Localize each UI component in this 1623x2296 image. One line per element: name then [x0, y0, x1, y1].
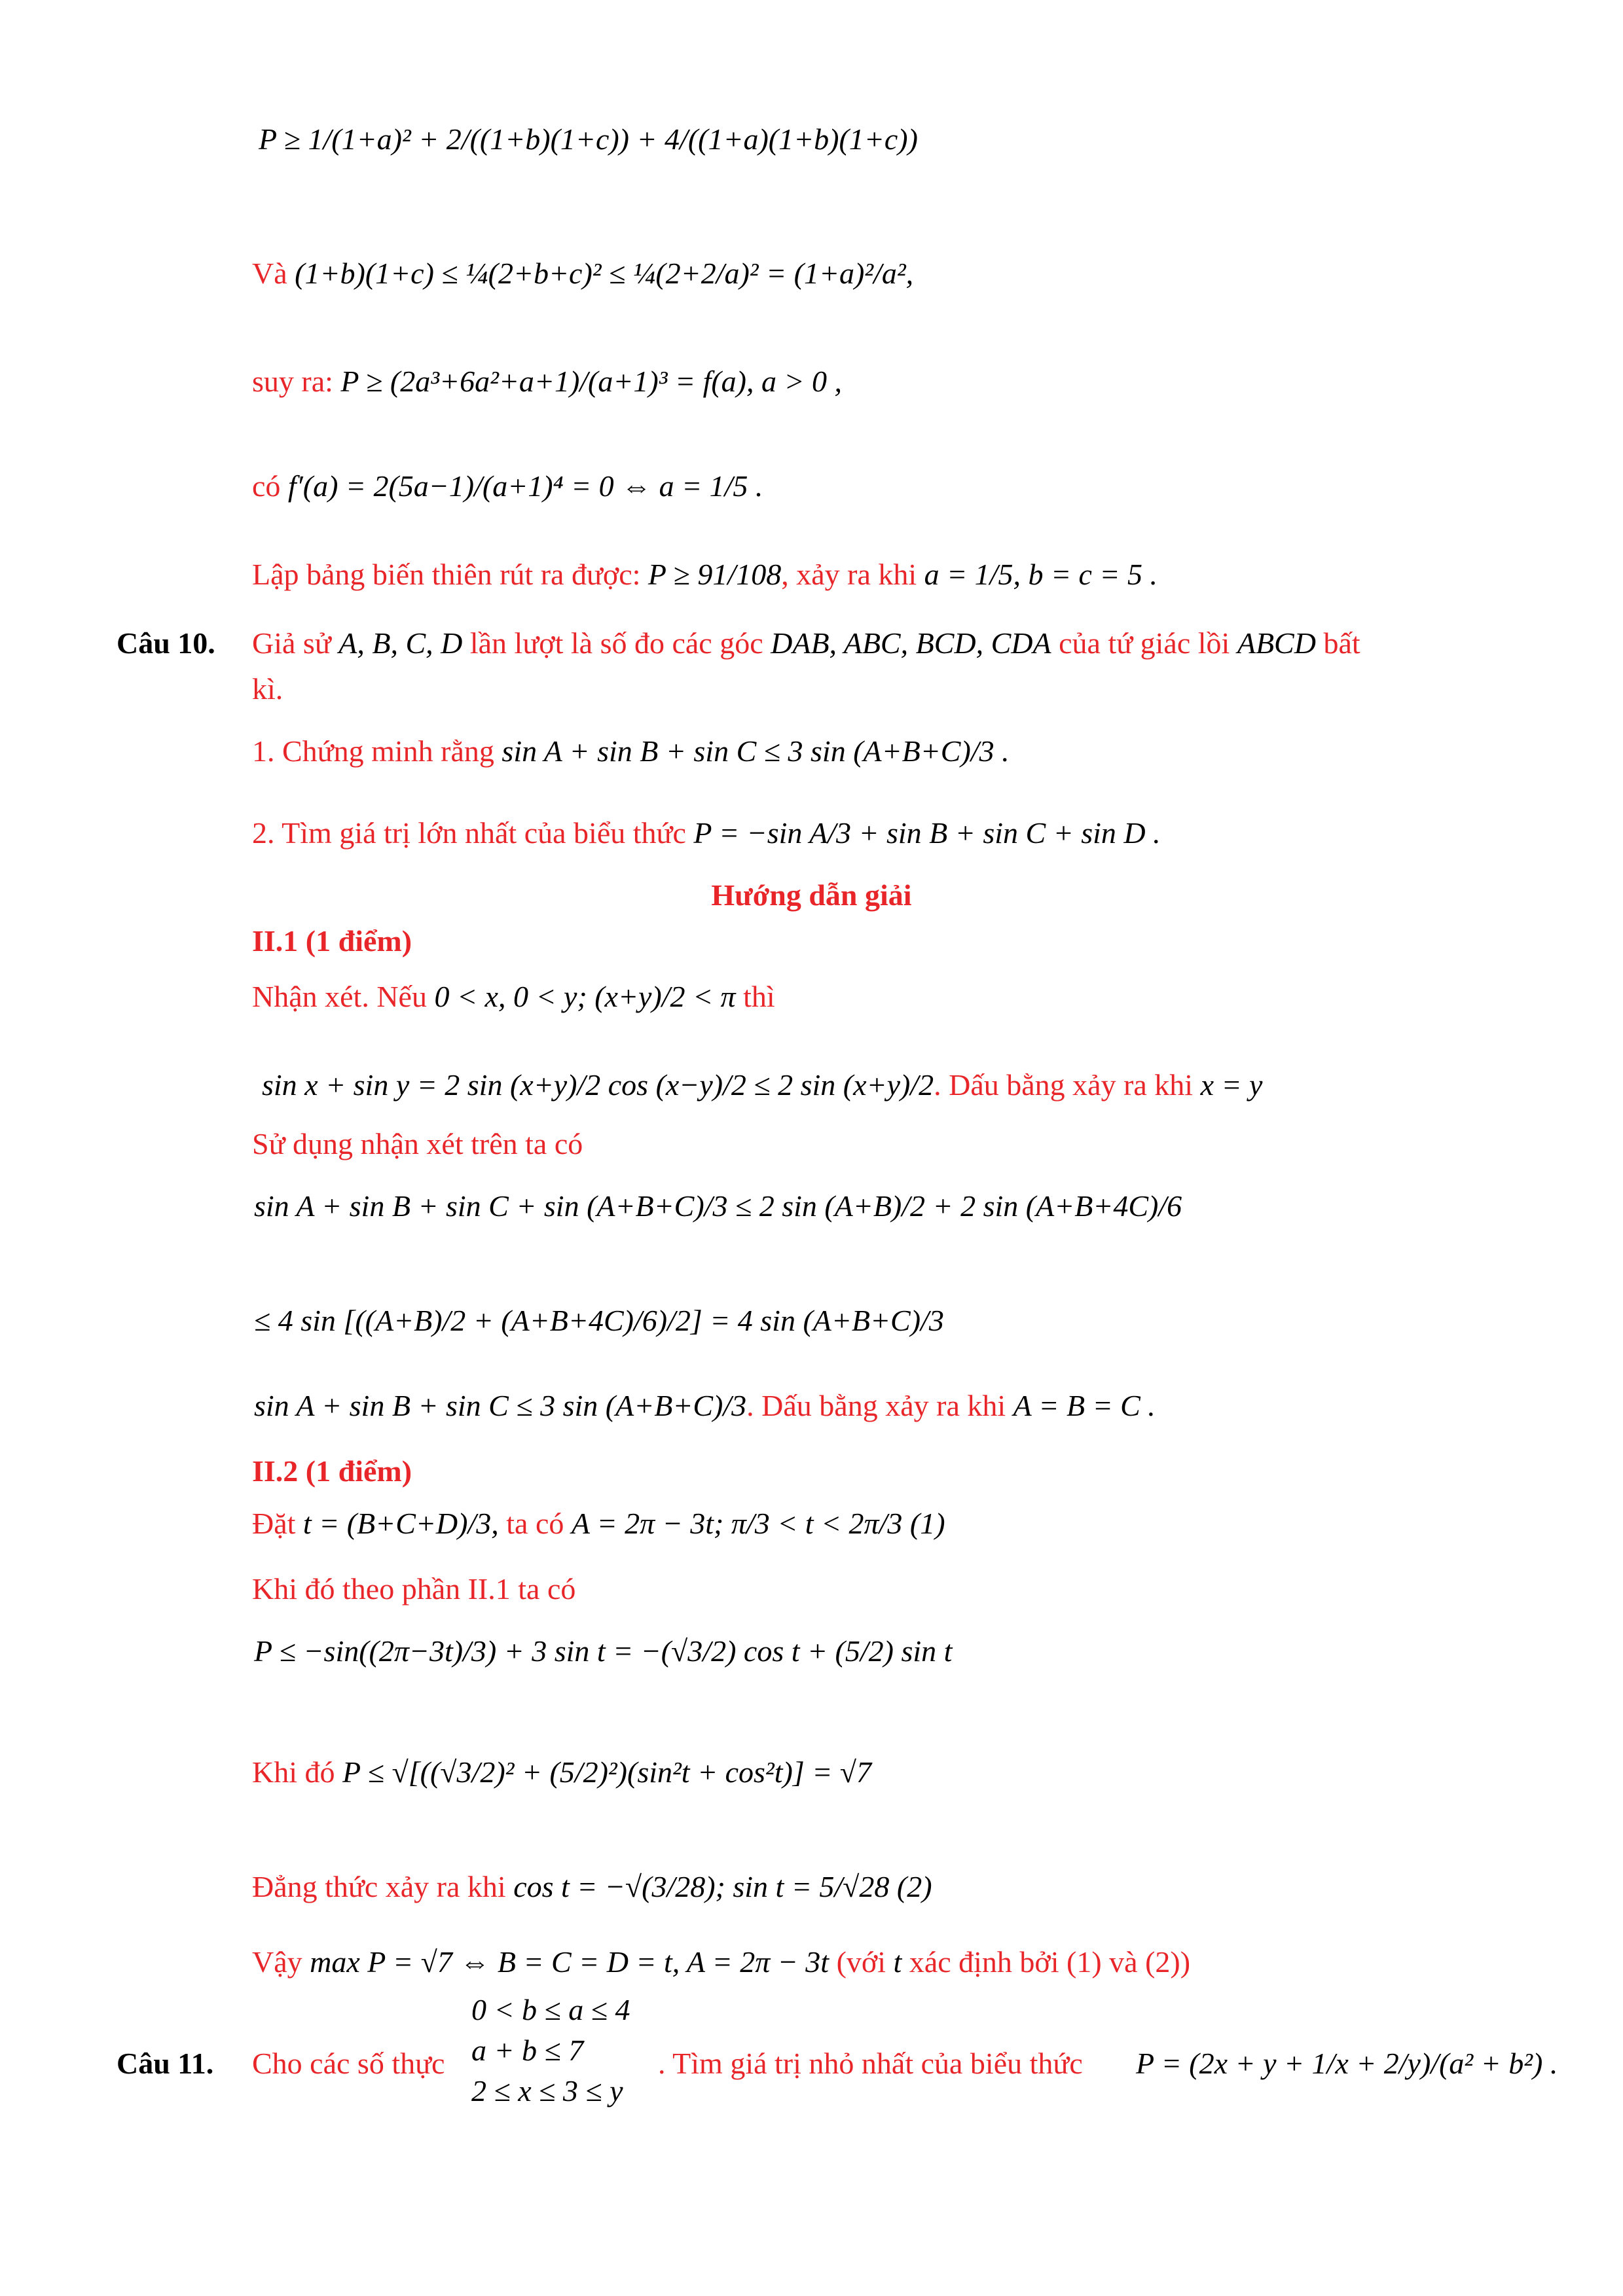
solution-vay-note1: (với	[836, 1945, 886, 1979]
cau11-cond2: a + b ≤ 7	[471, 2034, 584, 2067]
intro-suyra-expr: P ≥ (2a³+6a²+a+1)/(a+1)³ = f(a), a > 0 ,	[340, 365, 843, 398]
solution-dau1-text: . Dấu bằng xảy ra khi	[934, 1068, 1194, 1102]
solution-vay-note2: xác định bởi (1) và (2))	[909, 1945, 1191, 1979]
intro-lap-mid: , xảy ra khi	[781, 558, 917, 591]
intro-va-label: Và	[252, 257, 287, 290]
solution-vay-t: t	[893, 1945, 902, 1979]
solution-vay-expr: max P = √7 ⇔ B = C = D = t, A = 2π − 3t	[310, 1945, 830, 1979]
solution-dat-expr: t = (B+C+D)/3,	[302, 1507, 499, 1540]
intro-suyra-line	[252, 363, 842, 400]
cau10-vars: A, B, C, D	[338, 626, 463, 660]
intro-co-label: có	[252, 469, 281, 503]
intro-lap-expr2: a = 1/5, b = c = 5 .	[924, 558, 1158, 591]
solution-dau2-text: . Dấu bằng xảy ra khi	[746, 1389, 1006, 1422]
cau11-conditions	[471, 1990, 630, 2111]
cau10-angles: DAB, ABC, BCD, CDA	[771, 626, 1051, 660]
cau10-q1-line	[252, 733, 1010, 770]
intro-suyra-label: suy ra:	[252, 365, 333, 398]
solution-sin-line	[262, 1067, 1262, 1103]
solution-dangthuc-line	[252, 1869, 932, 1905]
solution-khido2-line	[252, 1754, 871, 1791]
solution-line-a	[254, 1188, 1182, 1225]
cau11-text2: . Tìm giá trị nhỏ nhất của biểu thức	[658, 2047, 1083, 2080]
cau11-expr-line	[1136, 2045, 1558, 2082]
solution-taco: ta có	[506, 1507, 564, 1540]
solution-heading: Hướng dẫn giải	[711, 878, 912, 912]
solution-nhanxet-expr: 0 < x, 0 < y; (x+y)/2 < π	[434, 980, 736, 1013]
cau11-cond3: 2 ≤ x ≤ 3 ≤ y	[471, 2074, 623, 2108]
cau10-q2: 2. Tìm giá trị lớn nhất của biểu thức	[252, 816, 686, 850]
solution-khido2-expr: P ≤ √[((√3/2)² + (5/2)²)(sin²t + cos²t)] = √7	[342, 1755, 872, 1789]
solution-part1-heading: II.1 (1 điểm)	[252, 924, 412, 958]
solution-khido1: Khi đó theo phần II.1 ta có	[252, 1572, 576, 1605]
cau10-q1-expr: sin A + sin B + sin C ≤ 3 sin (A+B+C)/3 .	[501, 734, 1010, 768]
cau10-label: Câu 10.	[117, 626, 215, 660]
solution-line-a-expr: sin A + sin B + sin C + sin (A+B+C)/3 ≤ 2 sin (A+B)/2 + 2 sin (A+B+4C)/6	[254, 1189, 1182, 1223]
cau11-label: Câu 11.	[117, 2047, 214, 2080]
solution-dat-expr2: A = 2π − 3t; π/3 < t < 2π/3 (1)	[571, 1507, 945, 1540]
intro-lap-line	[252, 556, 1158, 593]
cau10-statement	[252, 625, 1360, 662]
cau10-q2-line	[252, 815, 1161, 852]
solution-nhanxet-text: Nhận xét. Nếu	[252, 980, 427, 1013]
solution-line-b	[254, 1302, 944, 1339]
solution-dangthuc-expr: cos t = −√(3/28); sin t = 5/√28 (2)	[513, 1870, 932, 1903]
solution-dau2-expr: A = B = C .	[1013, 1389, 1156, 1422]
solution-part2-heading: II.2 (1 điểm)	[252, 1454, 412, 1488]
solution-dat-label: Đặt	[252, 1507, 296, 1540]
intro-va-line	[252, 255, 913, 292]
solution-dat-line	[252, 1505, 945, 1542]
solution-nhanxet-then: thì	[743, 980, 775, 1013]
intro-lap-expr1: P ≥ 91/108	[647, 558, 782, 591]
cau10-q1: 1. Chứng minh rằng	[252, 734, 494, 768]
cau11-text1: Cho các số thực	[252, 2047, 445, 2080]
cau10-text5: kì.	[252, 672, 283, 706]
solution-sin-expr: sin x + sin y = 2 sin (x+y)/2 cos (x−y)/2 ≤ 2 sin (x+y)/2	[262, 1068, 934, 1102]
solution-sudung: Sử dụng nhận xét trên ta có	[252, 1127, 583, 1160]
solution-nhanxet-line	[252, 978, 775, 1015]
cau10-text2: lần lượt là số đo các góc	[469, 626, 763, 660]
solution-line-c-expr: sin A + sin B + sin C ≤ 3 sin (A+B+C)/3	[254, 1389, 747, 1422]
solution-line-c	[254, 1388, 1156, 1424]
cau11-expr: P = (2x + y + 1/x + 2/y)/(a² + b²) .	[1136, 2047, 1558, 2080]
solution-p-line	[254, 1633, 952, 1670]
intro-lap-label: Lập bảng biến thiên rút ra được:	[252, 558, 641, 591]
intro-p-expression	[259, 121, 918, 158]
cau10-quad: ABCD	[1237, 626, 1316, 660]
cau10-text4: bất	[1323, 626, 1360, 660]
solution-line-b-expr: ≤ 4 sin [((A+B)/2 + (A+B+4C)/6)/2] = 4 sin (A+B+C)/3	[254, 1304, 944, 1337]
solution-dangthuc-label: Đẳng thức xảy ra khi	[252, 1870, 506, 1903]
solution-vay-line	[252, 1944, 1190, 1981]
solution-vay-label: Vậy	[252, 1945, 302, 1979]
intro-p-text: P ≥ 1/(1+a)² + 2/((1+b)(1+c)) + 4/((1+a)(1+b)(1+c))	[259, 122, 918, 156]
cau10-q2-expr: P = −sin A/3 + sin B + sin C + sin D .	[693, 816, 1161, 850]
cau10-text3: của tứ giác lồi	[1059, 626, 1230, 660]
solution-p-line-expr: P ≤ −sin((2π−3t)/3) + 3 sin t = −(√3/2) cos t + (5/2) sin t	[254, 1634, 953, 1668]
intro-co-line	[252, 468, 763, 505]
solution-dau1-expr: x = y	[1200, 1068, 1263, 1102]
intro-va-expr: (1+b)(1+c) ≤ ¼(2+b+c)² ≤ ¼(2+2/a)² = (1+a)²/a²,	[295, 257, 914, 290]
solution-khido2-label: Khi đó	[252, 1755, 335, 1789]
cau10-text1: Giả sử	[252, 626, 331, 660]
cau11-cond1: 0 < b ≤ a ≤ 4	[471, 1993, 630, 2026]
intro-co-expr: f′(a) = 2(5a−1)/(a+1)⁴ = 0 ⇔ a = 1/5 .	[287, 469, 763, 503]
